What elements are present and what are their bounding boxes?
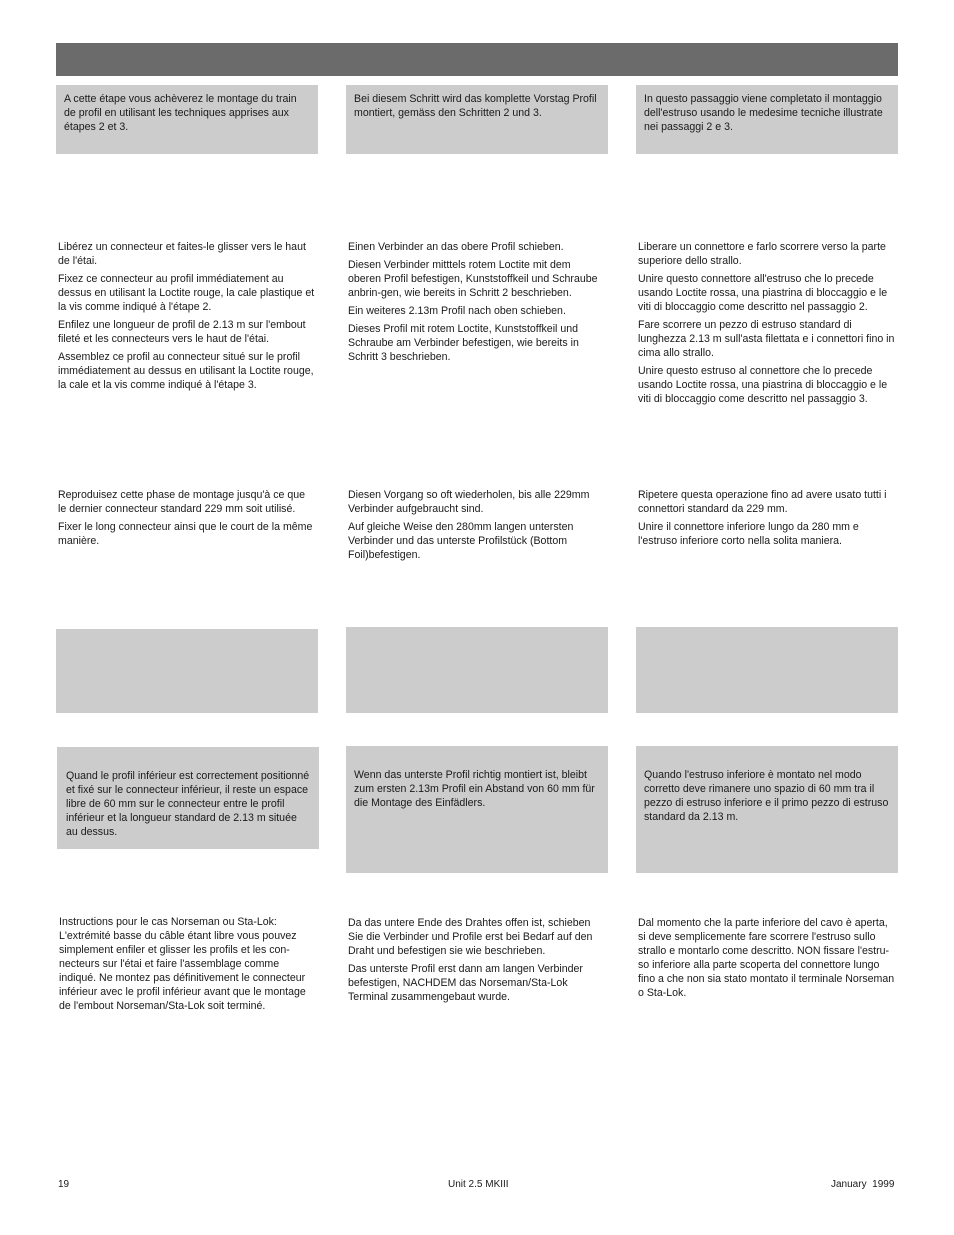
intro-text-it: In questo passaggio viene completato il montaggio dell'estruso usando le medesime tecniche illustrate nei passaggi 2 e 3. [644, 93, 883, 133]
section1-fr-p1: Libérez un connecteur et faites-le glisser vers le haut de l'étai. [58, 241, 306, 267]
section1-fr [58, 240, 316, 396]
section2-fr [58, 488, 316, 552]
section2-de-p1: Diesen Vorgang so oft wiederholen, bis alle 229mm Verbinder aufgebraucht sind. [348, 489, 590, 515]
section2-fr-p2: Fixer le long connecteur ainsi que le court de la même manière. [58, 521, 313, 547]
section2-de [348, 488, 606, 566]
section3-fr-p1: Instructions pour le cas Norseman ou Sta-Lok: L'extrémité basse du câble étant libre vous pouvez simplement enfiler et glisser les profils et les con-necteurs sur l'étai et faire l'assemblage comme indiqué. Ne montez pas définitivement le connecteur inférieur avec le profil inférieur avant que le montage de l'embout Norseman/Sta-Lok soit terminé. [59, 916, 306, 1012]
section1-it-p4: Unire questo estruso al connettore che lo precede usando Loctite rossa, una piastrina di bloccaggio e le viti di bloccaggio come descritto nel passaggio 3. [638, 365, 888, 405]
section3-de [348, 916, 606, 1008]
section1-it-p3: Fare scorrere un pezzo di estruso standard di lunghezza 2.13 m sull'asta filettata e i connettori fino in cima allo strallo. [638, 319, 895, 359]
section3-de-p2: Das unterste Profil erst dann am langen Verbinder befestigen, NACHDEM das Norseman/Sta-Lok Terminal zusammengebaut wurde. [348, 963, 583, 1003]
note-text-fr: Quand le profil inférieur est correctement positionné et fixé sur le connecteur inférieur, il reste un espace libre de 60 mm sur le connecteur entre le profil inférieur et la longueur standard de 2.13 m située au dessus. [66, 770, 310, 838]
section1-fr-p2: Fixez ce connecteur au profil immédiatement au dessus en utilisant la Loctite rouge, la cale plastique et la vis comme indiqué à l'étape 2. [58, 273, 315, 313]
section1-it-p2: Unire questo connettore all'estruso che lo precede usando Loctite rossa, una piastrina di bloccaggio e le viti di bloccaggio come descritto nel passaggio 2. [638, 273, 888, 313]
section1-it [638, 240, 896, 410]
section1-fr-p4: Assemblez ce profil au connecteur situé sur le profil immédiatement au dessus en utilisant la Loctite rouge, la cale et la vis comme indiqué à l'étape 3. [58, 351, 314, 391]
section1-de-p1: Einen Verbinder an das obere Profil schieben. [348, 241, 564, 253]
section1-de [348, 240, 606, 368]
section3-fr [59, 915, 317, 1017]
section2-fr-p1: Reproduisez cette phase de montage jusqu'à ce que le dernier connecteur standard 229 mm soit utilisé. [58, 489, 306, 515]
intro-text-de: Bei diesem Schritt wird das komplette Vorstag Profil montiert, gemäss den Schritten 2 und 3. [354, 93, 597, 119]
note-box-de [346, 746, 608, 873]
section2-de-p2: Auf gleiche Weise den 280mm langen untersten Verbinder und das unterste Profilstück (Bottom Foil)befestigen. [348, 521, 574, 561]
section3-de-p1: Da das untere Ende des Drahtes offen ist, schieben Sie die Verbinder und Profile erst bei Bedarf auf den Draht und befestigen sie wie beschrieben. [348, 917, 593, 957]
section2-it-p1: Ripetere questa operazione fino ad avere usato tutti i connettori standard da 229 mm. [638, 489, 887, 515]
section1-de-p4: Dieses Profil mit rotem Loctite, Kunststoffkeil und Schraube am Verbinder befestigen, wie bereits in Schritt 3 beschrieben. [348, 323, 579, 363]
intro-text-fr: A cette étape vous achèverez le montage du train de profil en utilisant les techniques apprises aux étapes 2 et 3. [64, 93, 297, 133]
section1-de-p2: Diesen Verbinder mitttels rotem Loctite mit dem oberen Profil befestigen, Kunststoffkeil und Schraube anbrin-gen, wie bereits in Schritt 2 beschrieben. [348, 259, 598, 299]
header-bar [56, 43, 898, 76]
section1-fr-p3: Enfilez une longueur de profil de 2.13 m sur l'embout fileté et les connecteurs vers le haut de l'étai. [58, 319, 306, 345]
footer-unit: Unit 2.5 MKIII [448, 1179, 509, 1190]
blank-box-it [636, 627, 898, 713]
section1-de-p3: Ein weiteres 2.13m Profil nach oben schieben. [348, 305, 566, 317]
section3-it [638, 916, 896, 1004]
section2-it [638, 488, 896, 552]
section2-it-p2: Unire il connettore inferiore lungo da 280 mm e l'estruso inferiore corto nella solita maniera. [638, 521, 859, 547]
intro-box-it [636, 85, 898, 154]
note-box-fr [57, 747, 319, 849]
note-box-it [636, 746, 898, 873]
page-number: 19 [58, 1179, 70, 1190]
section1-it-p1: Liberare un connettore e farlo scorrere verso la parte superiore dello strallo. [638, 241, 886, 267]
blank-box-fr [56, 629, 318, 713]
blank-box-de [346, 627, 608, 713]
intro-box-fr [56, 85, 318, 154]
footer-date: January 1999 [831, 1179, 895, 1190]
intro-box-de [346, 85, 608, 154]
section3-it-p1: Dal momento che la parte inferiore del cavo è aperta, si deve semplicemente fare scorrere l'estruso sullo strallo e montarlo come descritto. NON fissare l'estru-so inferiore alla parte scoperta del connettore lungo fino a che non sia stato montato il terminale Norseman o Sta-Lok. [638, 917, 895, 999]
note-text-it: Quando l'estruso inferiore è montato nel modo corretto deve rimanere uno spazio di 60 mm tra il pezzo di estruso inferiore e il primo pezzo di estruso standard da 2.13 m. [644, 769, 889, 823]
note-text-de: Wenn das unterste Profil richtig montiert ist, bleibt zum ersten 2.13m Profil ein Abstand von 60 mm für die Montage des Einfädlers. [354, 769, 595, 809]
